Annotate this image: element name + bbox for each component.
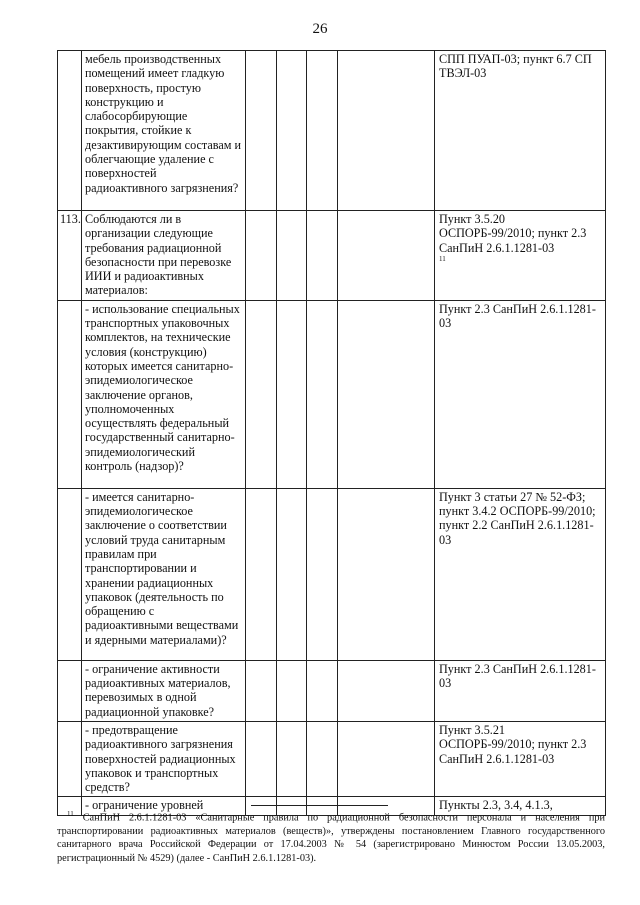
legal-reference-cell	[435, 211, 606, 301]
table-row	[58, 211, 606, 301]
answer-cell-na	[307, 300, 338, 488]
item-number	[58, 721, 82, 796]
comment-cell	[338, 660, 435, 721]
answer-cell-no	[277, 211, 307, 301]
legal-reference: Пункт 3 статьи 27 № 52-ФЗ; пункт 3.4.2 ОСПОРБ-99/2010; пункт 2.2 СанПиН 2.6.1.1281-03	[435, 488, 606, 660]
item-number: 113.	[58, 211, 82, 301]
checklist-table	[57, 50, 606, 816]
legal-reference: Пункт 2.3 СанПиН 2.6.1.1281-03	[435, 660, 606, 721]
answer-cell-no	[277, 51, 307, 211]
question-text: - имеется санитарно-эпидемиологическое заключение о соответствии условий труда санитарным правилам при транспортировании и хранении радиационных упаковок (деятельность по обращению с радиоактивными веществами и ядерными материалами)?	[82, 488, 246, 660]
footnote-marker: 11	[439, 254, 446, 263]
answer-cell-na	[307, 660, 338, 721]
answer-cell-no	[277, 660, 307, 721]
question-text: - использование специальных транспортных упаковочных комплектов, на технические условия (конструкцию) которых имеется санитарно-эпидемиологическое заключение органов, уполномоченных осуществлять федеральный государственный санитарно-эпидемиологический контроль (надзор)?	[82, 300, 246, 488]
answer-cell-no	[277, 300, 307, 488]
comment-cell	[338, 300, 435, 488]
table-row	[58, 488, 606, 660]
comment-cell	[338, 211, 435, 301]
answer-cell-na	[307, 51, 338, 211]
answer-cell-no	[277, 721, 307, 796]
answer-cell-yes	[246, 211, 277, 301]
legal-reference: Пункты 2.3, 3.4, 4.1.3,	[435, 797, 606, 815]
footnote-separator	[251, 805, 388, 806]
table-row	[58, 51, 606, 211]
answer-cell-yes	[246, 488, 277, 660]
answer-cell-na	[307, 721, 338, 796]
comment-cell	[338, 721, 435, 796]
answer-cell-yes	[246, 721, 277, 796]
page-number: 26	[312, 21, 328, 37]
answer-cell-na	[307, 211, 338, 301]
answer-cell-yes	[246, 660, 277, 721]
footnote-number: 11	[67, 810, 74, 818]
legal-reference: Пункт 3.5.20 ОСПОРБ-99/2010; пункт 2.3 СанПиН 2.6.1.1281-03	[439, 212, 587, 255]
item-number	[58, 488, 82, 660]
answer-cell-yes	[246, 51, 277, 211]
question-text: мебель производственных помещений имеет гладкую поверхность, простую конструкцию и слабосорбирующие покрытия, стойкие к дезактивирующим составам и облегчающие удаление с поверхностей радиоактивного загрязнения?	[82, 51, 246, 211]
answer-cell-yes	[246, 300, 277, 488]
question-text: Соблюдаются ли в организации следующие требования радиационной безопасности при перевозке ИИИ и радиоактивных материалов:	[82, 211, 246, 301]
item-number	[58, 51, 82, 211]
comment-cell	[338, 488, 435, 660]
answer-cell-na	[307, 488, 338, 660]
footnote-text: СанПиН 2.6.1.1281-03 «Санитарные правила по радиационной безопасности персонала и населения при транспортировании радиоактивных материалов (веществ)», утверждены постановлением Главного государственного санитарного врача Российской Федерации от 17.04.2003 № 54 (зарегистрировано Минюстом России 13.05.2003, регистрационный № 4529) (далее - СанПиН 2.6.1.1281-03).	[57, 812, 605, 864]
question-text: - ограничение активности радиоактивных материалов, перевозимых в одной радиационной упаковке?	[82, 660, 246, 721]
legal-reference: Пункт 3.5.21 ОСПОРБ-99/2010; пункт 2.3 СанПиН 2.6.1.1281-03	[435, 721, 606, 796]
item-number	[58, 660, 82, 721]
comment-cell	[338, 51, 435, 211]
legal-reference: Пункт 2.3 СанПиН 2.6.1.1281-03	[435, 300, 606, 488]
legal-reference: СПП ПУАП-03; пункт 6.7 СП ТВЭЛ-03	[435, 51, 606, 211]
question-text: - ограничение уровней	[82, 797, 246, 815]
question-text: - предотвращение радиоактивного загрязнения поверхностей радиационных упаковок и транспортных средств?	[82, 721, 246, 796]
table-row	[58, 660, 606, 721]
answer-cell-no	[277, 488, 307, 660]
footnote	[57, 808, 605, 865]
table-row	[58, 300, 606, 488]
table-row	[58, 721, 606, 796]
item-number	[58, 300, 82, 488]
